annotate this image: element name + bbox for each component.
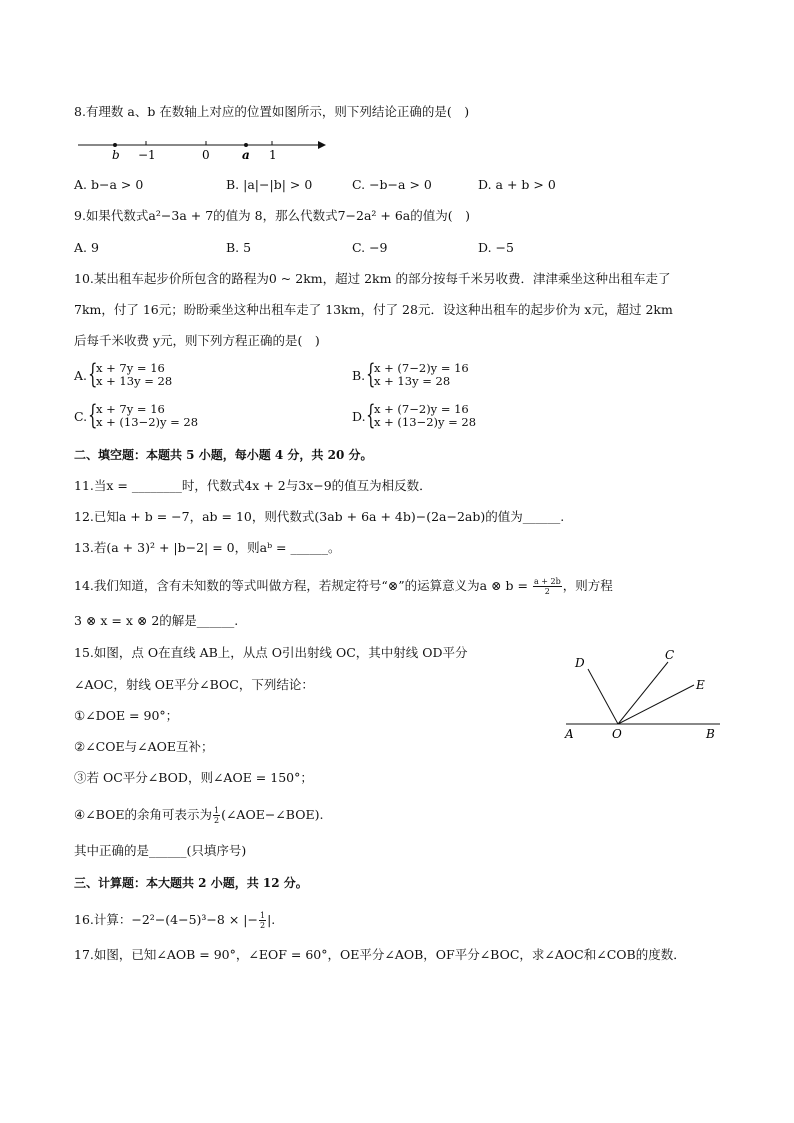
axis-label-a: a [242, 148, 250, 162]
q14-fraction: $\frac{a + 2b}{2}$ [533, 577, 561, 596]
q8-option-d: D. a + b > 0 [478, 177, 556, 192]
q10-line-1: 10.某出租车起步价所包含的路程为0 ~ 2km，超过 2km 的部分按每千米另收费．津津乘坐这种出租车走了 [74, 271, 671, 286]
q8-stem: 8.有理数 a、b 在数轴上对应的位置如图所示，则下列结论正确的是( ) [74, 104, 470, 119]
q8-option-c: C. −b−a > 0 [352, 177, 432, 192]
q9-option-d: D. −5 [478, 240, 514, 255]
q17: 17.如图，已知∠AOB = 90°，∠EOF = 60°，OE平分∠AOB，OF平分∠BOC，求∠AOC和∠COB的度数． [74, 947, 686, 962]
q15-answer-line: 其中正确的是______(只填序号) [74, 843, 247, 858]
q10-line-2: 7km，付了 16元；盼盼乘坐这种出租车走了 13km，付了 28元．设这种出租车的起步价为 x元，超过 2km [74, 302, 673, 317]
q8-option-b: B. |a|−|b| > 0 [226, 177, 313, 192]
q9-stem: 9.如果代数式a²−3a + 7的值为 8，那么代数式7−2a² + 6a的值为( ) [74, 208, 470, 223]
q9-option-a: A. 9 [74, 240, 99, 255]
ray-od [588, 669, 618, 724]
q16-fraction: $\frac{1}{2}$ [259, 911, 266, 930]
q15-line-1: 15.如图，点 O在直线 AB上，从点 O引出射线 OC，其中射线 OD平分 [74, 645, 468, 660]
label-c: C [665, 648, 675, 662]
ray-oe [618, 685, 694, 724]
q15-line-2: ∠AOC，射线 OE平分∠BOC，下列结论： [74, 677, 314, 692]
q14-line-1: 14.我们知道，含有未知数的等式叫做方程，若规定符号“⊗”的运算意义为a ⊗ b = $\frac{a + 2b}{2}$ ，则方程 [74, 577, 613, 596]
point-a [244, 143, 248, 147]
ray-oc [618, 662, 668, 724]
q15-item-1: ①∠DOE = 90°； [74, 708, 179, 723]
label-b: B [706, 727, 715, 741]
q8-option-a: A. b−a > 0 [74, 177, 144, 192]
label-e: E [696, 678, 705, 692]
q12: 12.已知a + b = −7，ab = 10，则代数式(3ab + 6a + 4b)−(2a−2ab)的值为______. [74, 509, 565, 524]
q9-option-b: B. 5 [226, 240, 252, 255]
axis-label-zero: 0 [202, 148, 210, 162]
q14-line-2: 3 ⊗ x = x ⊗ 2的解是______. [74, 613, 239, 628]
q15-item-4: ④∠BOE的余角可表示为 $\frac{1}{2}$ (∠AOE−∠BOE). [74, 806, 324, 825]
label-a: A [565, 727, 574, 741]
q9-option-c: C. −9 [352, 240, 388, 255]
number-line-figure [74, 134, 334, 166]
angle-figure [560, 645, 730, 745]
section-2-heading: 二、填空题：本题共 5 小题，每小题 4 分，共 20 分。 [74, 448, 373, 462]
axis-label-b: b [112, 148, 120, 162]
q11: 11.当x = ________时，代数式4x + 2与3x−9的值互为相反数． [74, 478, 432, 493]
q16: 16.计算：−2²−(4−5)³−8 × |− $\frac{1}{2}$ |. [74, 911, 276, 930]
label-d: D [575, 656, 585, 670]
axis-label-one: 1 [269, 148, 277, 162]
q10-line-3: 后每千米收费 y元，则下列方程正确的是( ) [74, 333, 320, 348]
q15-item-3: ③若 OC平分∠BOD，则∠AOE = 150°； [74, 770, 313, 785]
section-3-heading: 三、计算题：本大题共 2 小题，共 12 分。 [74, 876, 308, 890]
number-line-arrow-icon [318, 141, 326, 149]
label-o: O [612, 727, 622, 741]
axis-label-minus-one: −1 [138, 148, 156, 162]
q15-item-2: ②∠COE与∠AOE互补； [74, 739, 214, 754]
point-b [113, 143, 117, 147]
q13: 13.若(a + 3)² + |b−2| = 0，则aᵇ = ______。 [74, 540, 341, 555]
q15-fraction: $\frac{1}{2}$ [213, 806, 220, 825]
